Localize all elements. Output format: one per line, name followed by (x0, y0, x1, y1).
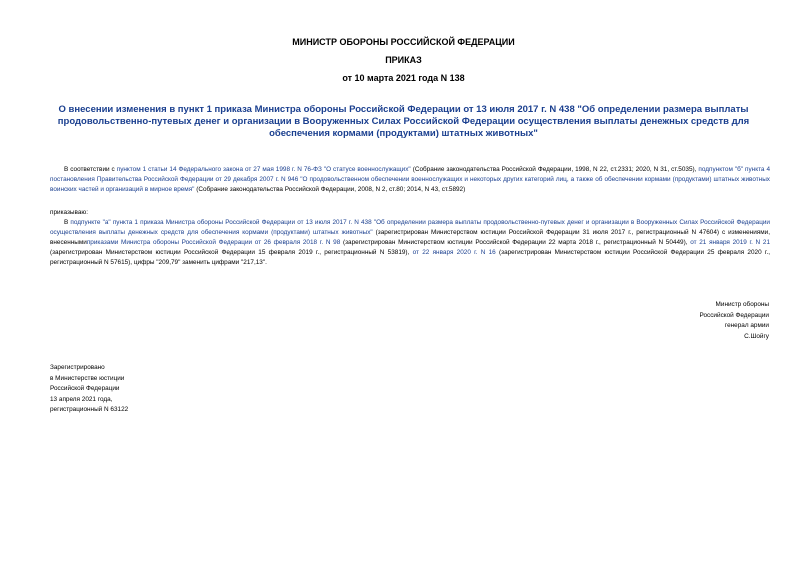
body-text-5: (зарегистрирован Министерством юстиции Российской Федерации 25 февраля 2020 г., регистрационный N 57615), цифры "209,79" заменить цифрами "217,13". (50, 249, 771, 266)
signature-line-2: Российской Федерации (699, 311, 769, 319)
doc-type-heading: ПРИКАЗ (385, 55, 422, 65)
signature-line-3: генерал армии (724, 322, 769, 329)
body-text-2: (зарегистрирован Министерством юстиции Российской Федерации 31 июля 2017 г., регистрационный N 47604) с изменениями, внесенными (50, 229, 770, 246)
preamble-text-2: (Собрание законодательства Российской Федерации, 1998, N 22, ст.2331; 2020, N 31, ст.5035), (410, 166, 699, 173)
registration-line-2: в Министерстве юстиции (50, 374, 125, 382)
document-title: О внесении изменения в пункт 1 приказа Министра обороны Российской Федерации от 13 июля 2017 г. N 438 "Об определении размера выплаты продовольственно-путевых денег и организации в Вооруженных Силах Российской Федерации осуществления выплаты денежных средств для обеспечения кормами (продуктами) штатных животных" (57, 104, 750, 139)
body-text-4: (зарегистрирован Министерством юстиции Российской Федерации 15 февраля 2019 г., регистрационный N 53819), (50, 249, 413, 256)
amended-order-link[interactable]: подпункте "а" пункта 1 приказа Министра обороны Российской Федерации от 13 июля 2017 г. N 438 "Об определении размера выплаты продовольственно-путевых денег и организации в Вооруженных Силах Российской Федерации осуществления выплаты денежных средств для обеспечения кормами (продуктами) штатных животных" (50, 219, 770, 236)
registration-line-5: регистрационный N 63122 (50, 406, 129, 413)
amendment-2019-link[interactable]: от 21 января 2019 г. N 21 (690, 239, 770, 246)
government-decree-link[interactable]: подпунктом "б" пункта 4 постановления Правительства Российской Федерации от 29 декабря 2007 г. N 946 "О продовольственном обеспечении военнослужащих и некоторых других категорий лиц, а также об обеспечении кормами (продуктами) штатных животных воинских частей и организаций в мирное время" (50, 166, 771, 193)
preamble-text-3: (Собрание законодательства Российской Федерации, 2008, N 2, ст.80; 2014, N 43, ст.5892) (194, 186, 466, 193)
order-word: приказываю: (50, 209, 88, 216)
preamble-paragraph (50, 165, 770, 195)
registration-line-4: 13 апреля 2021 года, (50, 395, 113, 403)
body-text-1: В (64, 219, 71, 226)
preamble-text-1: В соответствии с (64, 166, 117, 173)
signature-line-4: С.Шойгу (744, 332, 769, 340)
registration-block (50, 363, 128, 416)
body-text-3: (зарегистрирован Министерством юстиции Российской Федерации 22 марта 2018 г., регистрационный N 50449), (340, 239, 691, 246)
law-link[interactable]: пунктом 1 статьи 14 Федерального закона от 27 мая 1998 г. N 76-ФЗ "О статусе военнослужащих" (116, 166, 411, 173)
issuer-heading: МИНИСТР ОБОРОНЫ РОССИЙСКОЙ ФЕДЕРАЦИИ (292, 37, 515, 47)
amendment-2018-link[interactable]: приказами Министра обороны Российской Федерации от 26 февраля 2018 г. N 98 (86, 239, 341, 246)
signature-line-1: Министр обороны (715, 301, 769, 308)
date-number-heading: от 10 марта 2021 года N 138 (342, 73, 465, 83)
registration-line-1: Зарегистрировано (50, 364, 105, 371)
registration-line-3: Российской Федерации (50, 385, 120, 392)
signature-block (700, 300, 770, 342)
order-body-paragraph (50, 218, 770, 268)
amendment-2020-link[interactable]: от 22 января 2020 г. N 16 (412, 249, 496, 256)
